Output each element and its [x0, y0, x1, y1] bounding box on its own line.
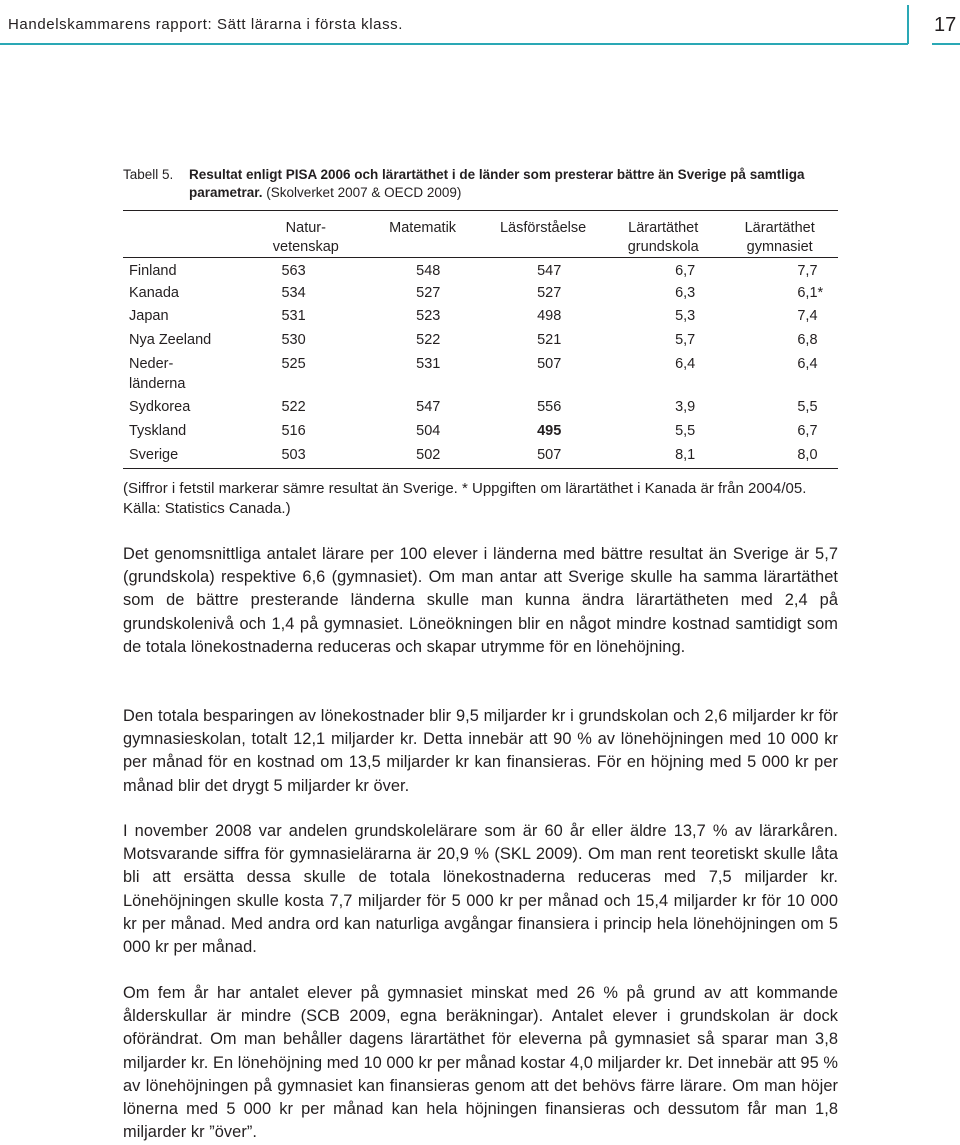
table-caption-source: (Skolverket 2007 & OECD 2009) [262, 185, 462, 200]
running-header-title: Handelskammarens rapport: Sätt lärarna i första klass. [8, 16, 404, 33]
value-cell: 563 [281, 262, 306, 279]
value-cell: 6,4 [675, 355, 696, 372]
header-rule [0, 43, 908, 45]
value-cell: 6,3 [675, 284, 696, 301]
value-cell: 507 [537, 447, 562, 464]
table-caption-bold: Resultat enligt PISA 2006 och lärartäthet i de länder som presterar bättre än Sverige på samtliga parametrar. [189, 167, 805, 200]
country-cell: Sydkorea [129, 399, 191, 416]
value-cell: 5,5 [675, 422, 696, 439]
value-cell: 548 [416, 262, 441, 279]
value-cell: 531 [281, 308, 306, 325]
table-row [123, 328, 838, 352]
header-density-compulsory [605, 211, 721, 258]
table-row [123, 443, 838, 469]
table-body [123, 258, 838, 469]
value-cell: 527 [416, 284, 441, 301]
page-header [0, 0, 960, 44]
value-cell: 6,7 [675, 262, 696, 279]
country-cell: Neder- länderna [129, 355, 186, 392]
value-cell: 525 [281, 355, 306, 372]
table-caption-text [189, 166, 809, 202]
value-cell: 522 [416, 331, 441, 348]
body-paragraph: I november 2008 var andelen grundskolelärare som är 60 år eller äldre 13,7 % av lärarkåren. Motsvarande siffra för gymnasielärarna är 20,9 % (SKL 2009). Om man rent teoretiskt skulle låta bli att ersätta dessa skulle de totala lönekostnaderna reduceras med 7,5 miljarder kr. Lönehöjningen skulle kosta 7,7 miljarder för 5 000 kr per månad och 15,4 miljarder kr för 10 000 kr per månad. Med andra ord kan naturliga avgångar finansiera i princip hela lönehöjningen om 5 000 kr per månad. [123, 822, 838, 957]
header-science [247, 211, 364, 258]
value-cell: 527 [537, 284, 562, 301]
header-reading [481, 211, 605, 258]
value-cell: 530 [281, 331, 306, 348]
country-cell: Sverige [129, 447, 179, 464]
value-cell: 547 [416, 399, 441, 416]
country-cell: Finland [129, 262, 177, 279]
table-row [123, 396, 838, 420]
value-cell: 6,1* [797, 284, 824, 301]
value-cell: 3,9 [675, 399, 696, 416]
value-cell: 522 [281, 399, 306, 416]
value-cell: 507 [537, 355, 562, 372]
page-number: 17 [934, 14, 957, 36]
header-divider [907, 5, 909, 44]
header-science-label: Natur- vetenskap [272, 220, 339, 255]
value-cell: 8,0 [797, 447, 818, 464]
value-cell: 498 [537, 308, 562, 325]
value-cell: 5,3 [675, 308, 696, 325]
body-paragraph: Den totala besparingen av lönekostnader blir 9,5 miljarder kr i grundskolan och 2,6 miljarder kr för gymnasieskolan, totalt 12,1 miljarder kr. Detta innebär att 90 % av lönehöjningen med 10 000 kr per månad för en kostnad om 13,5 miljarder kr kan finansieras. För en höjning med 5 000 kr per månad blir det drygt 5 miljarder kr över. [123, 707, 838, 795]
value-cell: 5,7 [675, 331, 696, 348]
body-paragraph: Det genomsnittliga antalet lärare per 100 elever i länderna med bättre resultat än Sverige är 5,7 (grundskola) respektive 6,6 (gymnasiet). Om man antar att Sverige skulle ha samma lärartäthet som de bättre presterande länderna skulle man kunna ändra lärartätheten med 2,4 på grundskolenivå och 1,4 på gymnasiet. Löneökningen blir en något mindre kostnad samtidigt som de totala lönekostnaderna reduceras och skapar utrymme för en lönehöjning. [123, 545, 838, 656]
header-density-compulsory-label: Lärartäthet grundskola [627, 220, 699, 255]
value-cell: 521 [537, 331, 562, 348]
value-cell: 502 [416, 447, 441, 464]
table-header [123, 211, 838, 258]
value-cell: 503 [281, 447, 306, 464]
table-row [123, 352, 838, 396]
value-cell: 7,4 [797, 308, 818, 325]
value-cell: 7,7 [797, 262, 818, 279]
country-cell: Tyskland [129, 422, 187, 439]
value-cell: 5,5 [797, 399, 818, 416]
header-density-upper [721, 211, 838, 258]
value-cell: 556 [537, 399, 562, 416]
value-cell-worse: 495 [537, 422, 562, 439]
table-row [123, 258, 838, 282]
value-cell: 504 [416, 422, 441, 439]
header-rule-right [932, 43, 960, 45]
table-row [123, 305, 838, 329]
table-row [123, 419, 838, 443]
value-cell: 8,1 [675, 447, 696, 464]
header-country [123, 211, 247, 258]
value-cell: 547 [537, 262, 562, 279]
country-cell: Nya Zeeland [129, 331, 212, 348]
header-math [364, 211, 481, 258]
table-footnote: (Siffror i fetstil markerar sämre resultat än Sverige. * Uppgiften om lärartäthet i Kanada är från 2004/05. Källa: Statistics Canada.) [123, 480, 807, 517]
value-cell: 534 [281, 284, 306, 301]
value-cell: 6,4 [797, 355, 818, 372]
value-cell: 523 [416, 308, 441, 325]
header-density-upper-label: Lärartäthet gymnasiet [744, 220, 815, 255]
value-cell: 531 [416, 355, 441, 372]
header-reading-label: Läsförståelse [499, 220, 587, 236]
value-cell: 6,7 [797, 422, 818, 439]
country-cell: Japan [129, 308, 169, 325]
body-paragraph: Om fem år har antalet elever på gymnasiet minskat med 26 % på grund av att kommande ålderskullar är mindre (SCB 2009, egna beräkningar). Antalet elever i grundskolan är dock oförändrat. Om man behåller dagens lärartäthet för eleverna på gymnasiet så sparar man 3,8 miljarder kr. En lönehöjning med 10 000 kr per månad kostar 4,0 miljarder kr. Det innebär att 95 % av lönehöjningen på gymnasiet kan finansieras genom att det behövs färre lärare. Om man höjer lönerna med 5 000 kr per månad kan hela höjningen finansieras och dessutom får man 1,8 miljarder kr ”över”. [123, 984, 838, 1142]
table-label: Tabell 5. [123, 167, 174, 182]
header-math-label: Matematik [389, 220, 457, 236]
country-cell: Kanada [129, 284, 179, 301]
value-cell: 6,8 [797, 331, 818, 348]
value-cell: 516 [281, 422, 306, 439]
table-row [123, 281, 838, 305]
results-table [123, 210, 838, 469]
